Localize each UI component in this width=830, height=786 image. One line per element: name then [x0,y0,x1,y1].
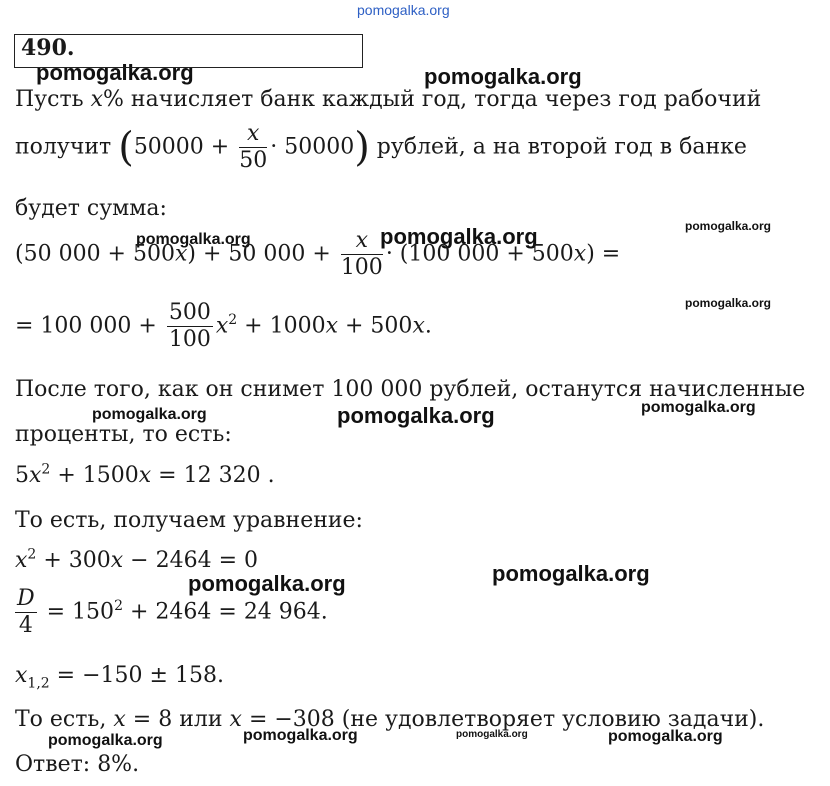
paragraph-6: То есть, получаем уравнение: [15,508,363,533]
watermark-top: pomogalka.org [357,2,450,18]
paragraph-7: То есть, x = 8 или x = −308 (не удовлетворяет условию задачи). [15,707,765,732]
fraction-x-over-100: $\frac{x}{100}$ [340,228,383,280]
equation-4: $x^2 + 300x - 2464 = 0$ [15,546,259,573]
answer: Ответ: 8%. [15,752,140,777]
watermark: pomogalka.org [641,399,756,416]
equation-6: $x_{1,2} = -150 \pm 158$. [15,663,224,692]
watermark: pomogalka.org [337,403,495,428]
watermark: pomogalka.org [136,231,251,248]
fraction-x-over-50: $\frac{x}{50}$ [239,121,268,173]
equation-3: $5x^2 + 1500x = 12$ 320 . [15,461,275,488]
fraction-d-over-4: $\frac{D}{4}$ [17,586,35,638]
equation-5: $\frac{D}{4}$ = $150^2 + 2464 = 24$ 964. [17,586,328,638]
paragraph-5: проценты, то есть: [15,422,232,447]
watermark: pomogalka.org [48,732,163,749]
watermark: pomogalka.org [685,219,772,233]
task-number: 490. [21,35,75,61]
watermark: pomogalka.org [608,728,723,745]
watermark: pomogalka.org [188,571,346,596]
watermark: pomogalka.org [380,224,538,249]
watermark: pomogalka.org [243,727,358,744]
paragraph-1: Пусть x% начисляет банк каждый год, тогда через год рабочий [15,87,762,112]
watermark: pomogalka.org [456,729,528,740]
watermark: pomogalka.org [92,406,207,423]
paragraph-2: получит (50000 + $\frac{x}{50}$ · 50000) рублей, а на второй год в банке [15,121,747,173]
fraction-500-over-100: $\frac{500}{100}$ [168,300,211,352]
watermark: pomogalka.org [492,561,650,586]
equation-1: (50 000 + 500x) + 50 000 + $\frac{x}{100}$ · (100 000 + 500x) = [15,228,621,280]
watermark: pomogalka.org [36,60,194,85]
watermark: pomogalka.org [424,64,582,89]
equation-2: = 100 000 + $\frac{500}{100}$ $x^2 + 1000x + 500x$. [15,300,432,352]
paragraph-4: После того, как он снимет 100 000 рублей, останутся начисленные [15,377,806,402]
paragraph-3: будет сумма: [15,196,167,221]
watermark: pomogalka.org [685,296,772,310]
task-number-box [14,34,363,68]
